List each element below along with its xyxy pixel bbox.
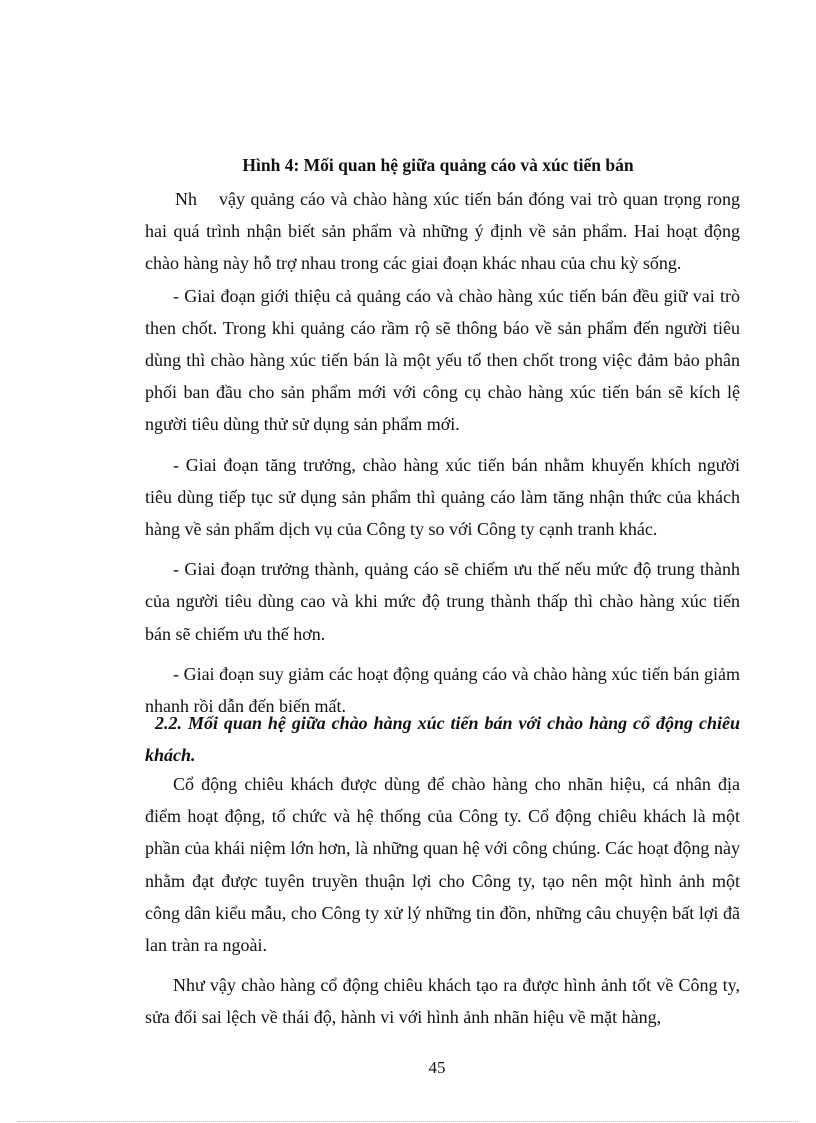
paragraph: Nh vậy quảng cáo và chào hàng xúc tiến bán đóng vai trò quan trọng rong hai quá trình nhận biết sản phẩm và những ý định về sản phẩm. Hai hoạt động chào hàng này hỗ trợ nhau trong các giai đoạn khác nhau của chu kỳ sống. (145, 189, 745, 274)
section-body-text (145, 768, 740, 1034)
page-bottom-divider (18, 1121, 798, 1122)
paragraph: - Giai đoạn suy giảm các hoạt động quảng cáo và chào hàng xúc tiến bán giảm nhanh rồi dẫn đến biến mất. (145, 663, 740, 717)
paragraph: - Giai đoạn tăng trưởng, chào hàng xúc tiến bán nhằm khuyến khích người tiêu dùng tiếp tục sử dụng sản phẩm thì quảng cáo làm tăng nhận thức của khách hàng về sản phẩm dịch vụ của Công ty so với Công ty cạnh tranh khác. (145, 454, 740, 540)
paragraph: Như vậy chào hàng cổ động chiêu khách tạo ra được hình ảnh tốt về Công ty, sửa đổi sai lệch về thái độ, hành vi với hình ảnh nhãn hiệu về mặt hàng, (145, 975, 740, 1028)
paragraph: - Giai đoạn giới thiệu cả quảng cáo và chào hàng xúc tiến bán đều giữ vai trò then chốt. Trong khi quảng cáo rầm rộ sẽ thông báo về sản phẩm đến người tiêu dùng thì chào hàng xúc tiến bán là một yếu tố then chốt trong việc đảm bảo phân phối ban đầu cho sản phẩm mới với công cụ chào hàng xúc tiến bán sẽ kích lệ người tiêu dùng thử sử dụng sản phẩm mới. (145, 285, 740, 435)
body-text (145, 183, 745, 722)
paragraph: Cổ động chiêu khách được dùng để chào hàng cho nhãn hiệu, cá nhân địa điểm hoạt động, tổ chức và hệ thống của Công ty. Cổ động chiêu khách là một phần của khái niệm lớn hơn, là những quan hệ với công chúng. Các hoạt động này nhằm đạt được tuyên truyền thuận lợi cho Công ty, tạo nên một hình ảnh một công dân kiểu mẫu, cho Công ty xử lý những tin đồn, những câu chuyện bất lợi đã lan tràn ra ngoài. (145, 774, 740, 956)
section-heading: 2.2. Mối quan hệ giữa chào hàng xúc tiến bán với chào hàng cổ động chiêu khách. (145, 713, 740, 765)
paragraph: - Giai đoạn trưởng thành, quảng cáo sẽ chiếm ưu thế nếu mức độ trung thành của người tiêu dùng cao và khi mức độ trung thành thấp thì chào hàng xúc tiến bán sẽ chiếm ưu thế hơn. (145, 559, 740, 644)
page-number: 45 (428, 1058, 446, 1077)
figure-caption: Hình 4: Mối quan hệ giữa quảng cáo và xúc tiến bán (242, 155, 634, 175)
